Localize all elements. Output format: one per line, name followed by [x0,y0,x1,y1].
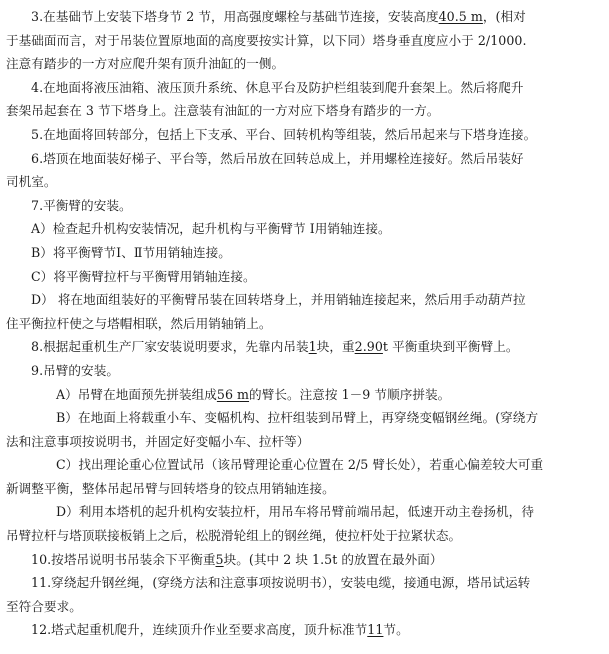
counterweight-count: 1 [308,339,317,355]
remaining-counterweight-count: 5 [215,551,224,567]
item-7-d-line-1: D） 将在地面组装好的平衡臂吊装在回转塔身上，并用销轴连接起来，然后用手动葫芦拉 [31,292,526,308]
item-11-line-1: 11.穿绕起升钢丝绳，(穿绕方法和注意事项按说明书），安装电缆，接通电源，塔吊试运转 [31,575,531,591]
item-6-line-1: 6.塔顶在地面装好梯子、平台等，然后吊放在回转总成上，并用螺栓连接好。然后吊装好 [31,150,524,166]
item-4-line-1: 4.在地面将液压油箱、液压顶升系统、休息平台及防护栏组装到爬升套架上。然后将爬升 [31,79,524,95]
item-10 [6,548,603,572]
item-9-a-text: A）吊臂在地面预先拼装组成 [56,386,217,402]
item-9-d-line-1: D）利用本塔机的起升机构安装拉杆，用吊车将吊臂前端吊起，低速开动主卷扬机，待 [56,504,534,520]
item-3-line-2: 于基础面而言，对于吊装位置原地面的高度要按实计算，以下同）塔身垂直度应小于 2/1000. [6,32,527,48]
item-8-text: 8.根据起重机生产厂家安装说明要求，先靠内吊装 [31,339,309,355]
item-5: 5.在地面将回转部分，包括上下支承、平台、回转机构等组装，然后吊起来与下塔身连接。 [31,126,537,142]
item-8 [6,335,603,359]
install-height-value: 40.5 m [438,9,483,24]
item-3-line-1 [6,5,603,29]
item-3-text: ，(相对 [482,9,526,24]
item-8-text: 块，重 [316,339,355,355]
item-8-text: t 平衡重块到平衡臂上。 [382,339,519,355]
item-9-a-text: 的臂长。注意按 1－9 节顺序拼装。 [249,386,451,402]
item-10-text: 10.按塔吊说明书吊装余下平衡重 [31,551,216,567]
item-9-a [6,383,603,407]
item-12 [6,618,603,642]
item-9-b-line-2: 法和注意事项按说明书，并固定好变幅小车、拉杆等） [6,433,310,449]
item-7-a: A）检查起升机构安装情况，起升机构与平衡臂节 Ⅰ用销轴连接。 [31,221,391,237]
standard-section-count: 11 [367,622,384,638]
item-6-line-2: 司机室。 [6,174,57,190]
item-12-text: 12.塔式起重机爬升，连续顶升作业至要求高度，顶升标准节 [31,622,368,638]
item-10-text: 块。(其中 2 块 1.5t 的放置在最外面） [223,551,443,567]
item-12-text: 节。 [383,622,409,638]
jib-length-value: 56 m [216,386,250,402]
item-9-d-line-2: 吊臂拉杆与塔顶联接板销上之后，松脱滑轮组上的钢丝绳，使拉杆处于拉紧状态。 [6,528,462,544]
item-3-line-3: 注意有踏步的一方对应爬升架有顶升油缸的一侧。 [6,56,285,72]
item-7-d-line-2: 住平衡拉杆使之与塔帽相联，然后用销轴销上。 [6,315,272,331]
item-4-line-2: 套架吊起套在 3 节下塔身上。注意装有油缸的一方对应下塔身有踏步的一方。 [6,103,440,119]
item-9-c-line-1: C）找出理论重心位置试吊（该吊臂理论重心位置在 2/5 臂长处），若重心偏差较大可重 [56,457,544,473]
item-9-title: 9.吊臂的安装。 [31,362,119,378]
item-9-b-line-1: B）在地面上将载重小车、变幅机构、拉杆组装到吊臂上，再穿绕变幅钢丝绳。(穿绕方 [56,410,539,426]
counterweight-weight: 2.90 [354,339,383,355]
item-7-title: 7.平衡臂的安装。 [31,197,132,213]
item-11-line-2: 至符合要求。 [6,598,82,614]
item-7-b: B）将平衡臂节Ⅰ、Ⅱ节用销轴连接。 [31,244,231,260]
item-9-c-line-2: 新调整平衡，整体吊起吊臂与回转塔身的铰点用销轴连接。 [6,480,335,496]
item-3-text: 3.在基础节上安装下塔身节 2 节，用高强度螺栓与基础节连接，安装高度 [31,9,439,24]
item-7-c: C）将平衡臂拉杆与平衡臂用销轴连接。 [31,268,256,284]
